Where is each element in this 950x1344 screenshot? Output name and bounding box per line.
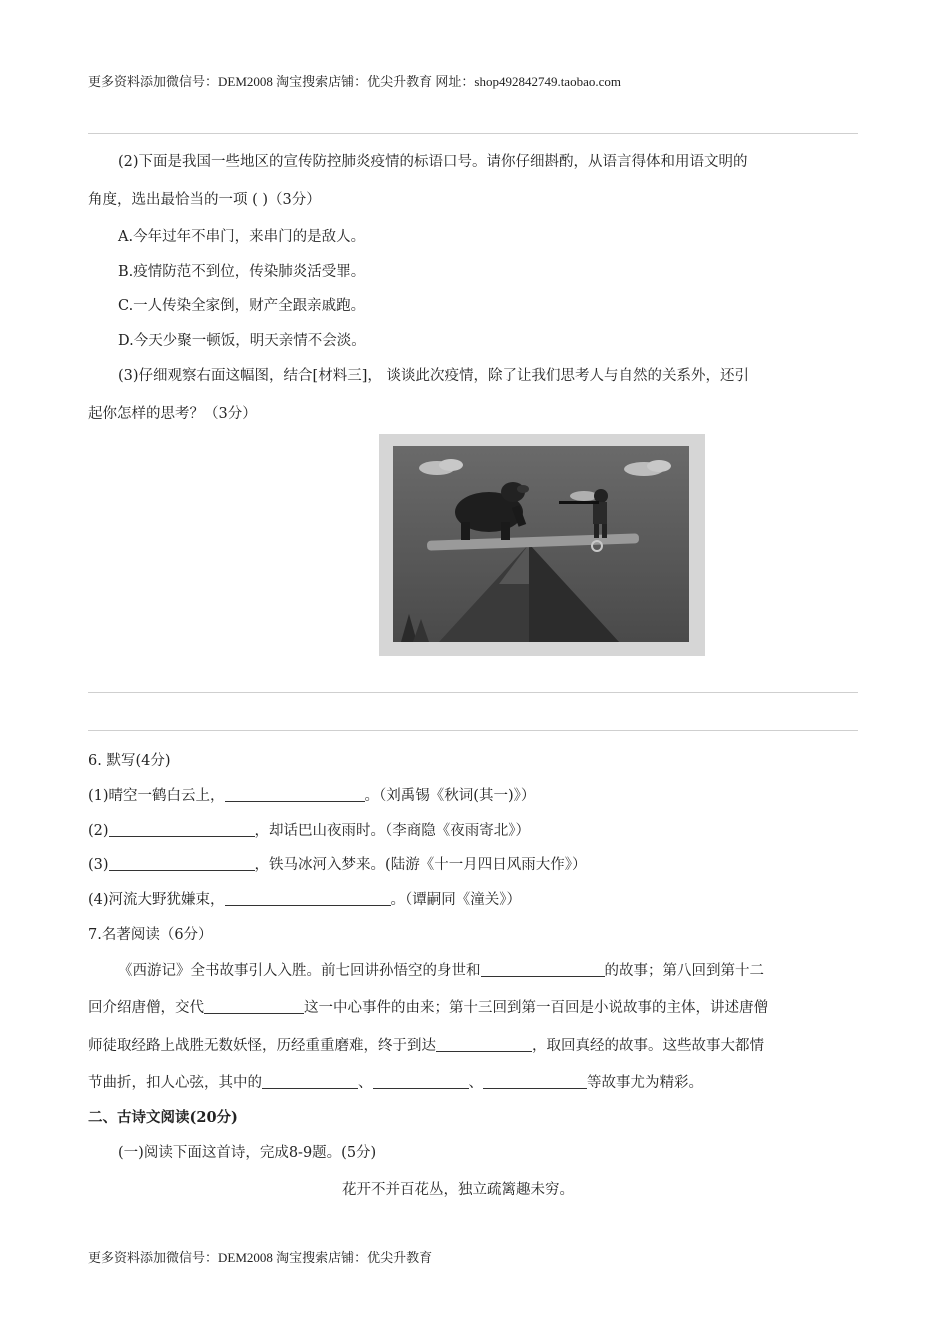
q6-item-3 — [88, 855, 586, 875]
q6-item-1-pre: (1)晴空一鹤白云上， — [88, 788, 225, 804]
q6-item-2-blank[interactable] — [109, 822, 255, 837]
q7-line3 — [88, 1036, 764, 1056]
q7-blank-3[interactable] — [436, 1037, 532, 1052]
answer-line-1[interactable] — [88, 692, 858, 693]
q2-option-b: B.疫情防范不到位，传染肺炎活受罪。 — [118, 264, 366, 280]
bear-hunter-seesaw-image — [379, 434, 705, 656]
q7-line2-text-b: 这一中心事件的由来；第十三回到第一百回是小说故事的主体，讲述唐僧 — [304, 1000, 768, 1016]
q3-line2: 起你怎样的思考？（3分） — [88, 406, 257, 422]
q7-line1-text-b: 的故事；第八回到第十二 — [604, 963, 764, 979]
q6-item-3-post: ，铁马冰河入梦来。(陆游《十一月四日风雨大作》） — [254, 857, 587, 873]
page-footer: 更多资料添加微信号：DEM2008 淘宝搜索店铺：优尖升教育 — [88, 1250, 433, 1265]
q6-item-3-blank[interactable] — [109, 856, 255, 871]
answer-line-2[interactable] — [88, 730, 858, 731]
section-2-title: 二、古诗文阅读(20分) — [88, 1109, 238, 1126]
q6-item-4-pre: (4)河流大野犹嫌束， — [88, 892, 225, 908]
q2-line1: (2)下面是我国一些地区的宣传防控肺炎疫情的标语口号。请你仔细斟酌，从语言得体和用语文明的 — [118, 154, 748, 170]
q7-title: 7.名著阅读（6分） — [88, 927, 213, 943]
q7-line4 — [88, 1073, 703, 1093]
q7-line2 — [88, 998, 768, 1018]
q6-item-2-post: ，却话巴山夜雨时。（李商隐《夜雨寄北》） — [254, 823, 531, 839]
poem-intro: (一)阅读下面这首诗，完成8-9题。(5分) — [118, 1145, 377, 1161]
q6-item-4 — [88, 890, 521, 910]
q7-separator-2: 、 — [468, 1075, 483, 1091]
q6-item-2 — [88, 821, 530, 841]
q6-item-2-pre: (2) — [88, 823, 109, 839]
q7-blank-5[interactable] — [373, 1074, 469, 1089]
q7-line4-text-b: 等故事尤为精彩。 — [587, 1075, 703, 1091]
q2-line2: 角度，选出最恰当的一项 ( )（3分） — [88, 192, 321, 208]
page-header: 更多资料添加微信号：DEM2008 淘宝搜索店铺：优尖升教育 网址：shop492842749.taobao.com — [88, 74, 621, 89]
q6-item-4-blank[interactable] — [225, 891, 391, 906]
q6-item-1-blank[interactable] — [225, 787, 365, 802]
q7-separator-1: 、 — [358, 1075, 373, 1091]
q6-item-1 — [88, 786, 535, 806]
q6-item-4-post: 。（谭嗣同《潼关》） — [390, 892, 522, 908]
poem-line-1: 花开不并百花丛，独立疏篱趣未穷。 — [342, 1182, 574, 1198]
q2-option-a: A.今年过年不串门，来串门的是敌人。 — [118, 229, 366, 245]
q6-item-1-post: 。（刘禹锡《秋词(其一)》） — [364, 788, 536, 804]
q7-line3-text-b: ，取回真经的故事。这些故事大都情 — [532, 1038, 764, 1054]
q6-item-3-pre: (3) — [88, 857, 109, 873]
q7-blank-4[interactable] — [262, 1074, 358, 1089]
q7-blank-1[interactable] — [481, 962, 605, 977]
q3-line1: (3)仔细观察右面这幅图，结合[材料三]， 谈谈此次疫情，除了让我们思考人与自然的关系外，还引 — [118, 368, 749, 384]
q2-option-c: C.一人传染全家倒，财产全跟亲戚跑。 — [118, 298, 366, 314]
q7-line3-text-a: 师徒取经路上战胜无数妖怪，历经重重磨难，终于到达 — [88, 1038, 436, 1054]
q7-blank-2[interactable] — [204, 999, 304, 1014]
q2-option-d: D.今天少聚一顿饭，明天亲情不会淡。 — [118, 333, 366, 349]
q7-line2-text-a: 回介绍唐僧，交代 — [88, 1000, 204, 1016]
q7-blank-6[interactable] — [483, 1074, 587, 1089]
q7-line1 — [118, 961, 764, 981]
q6-title: 6. 默写(4分) — [88, 753, 171, 769]
seesaw-illustration — [379, 434, 705, 656]
header-divider — [88, 133, 858, 134]
q7-line1-text-a: 《西游记》全书故事引人入胜。前七回讲孙悟空的身世和 — [118, 963, 481, 979]
q7-line4-text-a: 节曲折，扣人心弦，其中的 — [88, 1075, 262, 1091]
